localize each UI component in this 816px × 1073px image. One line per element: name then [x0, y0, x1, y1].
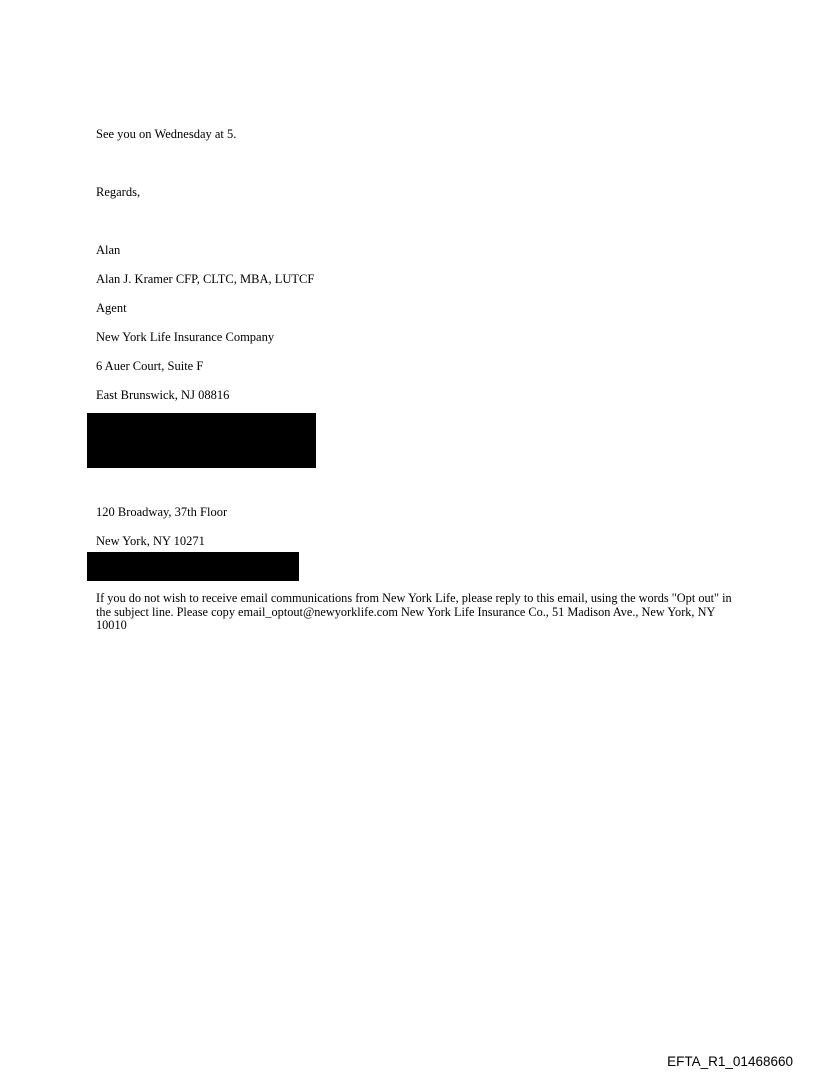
- sender-first-name: Alan: [96, 243, 121, 257]
- office2-address-line2: New York, NY 10271: [96, 534, 205, 548]
- bates-number: EFTA_R1_01468660: [667, 1054, 793, 1069]
- signature-address-line1: 6 Auer Court, Suite F: [96, 359, 204, 373]
- closing-line: Regards,: [96, 185, 141, 199]
- signature-title: Agent: [96, 301, 127, 315]
- office2-address-line1: 120 Broadway, 37th Floor: [96, 505, 228, 519]
- redaction-block: [87, 413, 316, 468]
- redaction-block: [87, 552, 299, 581]
- email-disclaimer: If you do not wish to receive email communications from New York Life, please reply to this email, using the words "Opt out" in the subject line. Please copy email_optout@newyorklife.com New York Life Insurance Co., 51 Madison Ave., New York, NY 10010: [96, 591, 732, 632]
- signature-company: New York Life Insurance Company: [96, 330, 275, 344]
- greeting-line: See you on Wednesday at 5.: [96, 127, 237, 141]
- signature-address-line2: East Brunswick, NJ 08816: [96, 388, 230, 402]
- signature-name: Alan J. Kramer CFP, CLTC, MBA, LUTCF: [96, 272, 315, 286]
